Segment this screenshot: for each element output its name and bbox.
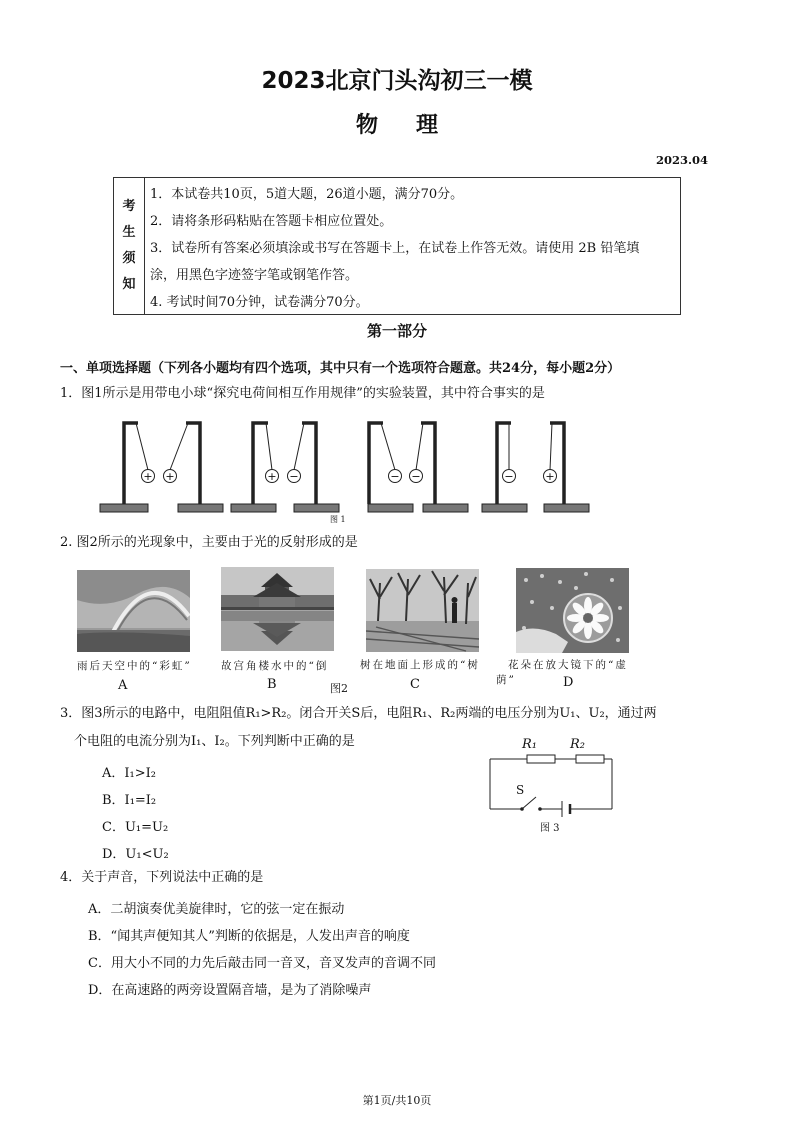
notice-heading-char: 须 [122, 251, 136, 266]
stand-base [544, 504, 589, 512]
thread [266, 423, 272, 470]
r1-label: R₁ [522, 737, 537, 752]
q3-stem-line2: 个电阻的电流分别为I₁、I₂。下列判断中正确的是 [74, 734, 355, 749]
switch-s [522, 797, 536, 809]
photo-caption: 荫” [496, 674, 516, 686]
q1-stem: 1．图1所示是用带电小球“探究电荷间相互作用规律”的实验装置，其中符合事实的是 [60, 386, 545, 401]
q4-option: B．“闻其声便知其人”判断的依据是，人发出声音的响度 [88, 929, 410, 944]
resistor-r2 [576, 755, 604, 763]
exam-date: 2023.04 [655, 153, 708, 167]
stand-base [423, 504, 468, 512]
charge-sign: − [289, 470, 299, 483]
rainbow-photo [77, 570, 190, 652]
resistor-r1 [527, 755, 555, 763]
stand-base [178, 504, 223, 512]
q4-stem: 4．关于声音，下列说法中正确的是 [60, 870, 264, 885]
q3-option: A．I₁>I₂ [102, 766, 156, 781]
q4-option: A．二胡演奏优美旋律时，它的弦一定在振动 [88, 902, 345, 917]
photo-caption: 花朵在放大镜下的“虚 [508, 659, 628, 671]
charge-sign: − [390, 470, 400, 483]
stand-pole [124, 423, 138, 504]
stand-base [231, 504, 276, 512]
q3-option: D．U₁<U₂ [102, 847, 169, 862]
notice-items [150, 181, 674, 316]
notice-item: 涂，用黑色字迹签字笔或钢笔作答。 [150, 268, 359, 283]
stand-base [100, 504, 148, 512]
thread [294, 423, 304, 470]
notice-item: 2．请将条形码粘贴在答题卡相应位置处。 [150, 214, 393, 229]
exam-title: 2023北京门头沟初三一模 [261, 68, 533, 94]
notice-heading [114, 178, 145, 314]
option-letter: B [267, 677, 277, 692]
notice-heading-char: 知 [122, 277, 136, 292]
thread [381, 423, 395, 470]
photo-caption: 故宫角楼水中的“倒 [221, 660, 329, 672]
q3-circuit-diagram [484, 734, 618, 834]
q1-figure [98, 415, 598, 527]
q4-option: C．用大小不同的力先后敲击同一音叉，音叉发声的音调不同 [88, 956, 436, 971]
photo-caption: 树在地面上形成的“树 [360, 659, 480, 671]
charge-sign: − [411, 470, 421, 483]
stand-pole [302, 423, 316, 504]
notice-heading-char: 生 [122, 225, 136, 240]
page-footer: 第1页/共10页 [362, 1094, 432, 1107]
option-letter: D [563, 675, 574, 690]
charge-sign: + [267, 470, 277, 483]
switch-label: S [516, 783, 525, 797]
notice-item: 1．本试卷共10页，5道大题，26道小题，满分70分。 [150, 187, 464, 202]
stand-pole [186, 423, 200, 504]
magnifier-flower-photo [516, 568, 629, 653]
stand-pole [369, 423, 383, 504]
stand-pole [253, 423, 268, 504]
stand-pole [421, 423, 435, 504]
candidate-notice-box [113, 177, 681, 315]
q2-stem: 2. 图2所示的光现象中，主要由于光的反射形成的是 [60, 535, 358, 550]
notice-item: 3．试卷所有答案必须填涂或书写在答题卡上，在试卷上作答无效。请使用 2B 铅笔填 [150, 241, 640, 256]
part-title: 第一部分 [366, 322, 427, 340]
stand-pole [550, 423, 564, 504]
figure-label: 图 1 [330, 515, 346, 524]
tree-shade-photo [366, 569, 479, 652]
subject-title: 物理 [355, 113, 476, 138]
notice-heading-char: 考 [122, 199, 136, 214]
thread [170, 423, 188, 470]
option-letter: A [118, 678, 128, 693]
charge-sign: + [165, 470, 175, 483]
q3-option: B．I₁=I₂ [102, 793, 157, 808]
thread [550, 423, 552, 470]
section-title: 一、单项选择题（下列各小题均有四个选项，其中只有一个选项符合题意。共24分，每小题2分） [60, 361, 621, 376]
photo-caption: 雨后天空中的“彩虹” [77, 660, 192, 672]
charge-sign: − [504, 470, 514, 483]
q4-option: D．在高速路的两旁设置隔音墙，是为了消除噪声 [88, 983, 372, 998]
tower-reflection-photo [221, 567, 334, 651]
charge-sign: + [143, 470, 153, 483]
figure-label: 图2 [330, 682, 348, 695]
thread [136, 423, 148, 470]
option-letter: C [410, 677, 420, 692]
stand-base [294, 504, 339, 512]
stand-base [482, 504, 527, 512]
figure-label: 图 3 [540, 823, 560, 834]
stand-base [368, 504, 413, 512]
q3-option: C．U₁=U₂ [102, 820, 169, 835]
notice-item: 4. 考试时间70分钟，试卷满分70分。 [150, 295, 369, 310]
r2-label: R₂ [570, 737, 585, 752]
q3-stem-line1: 3．图3所示的电路中，电阻阻值R₁>R₂。闭合开关S后，电阻R₁、R₂两端的电压分别为U₁、U₂，通过两 [60, 706, 657, 721]
thread [416, 423, 423, 470]
charge-sign: + [545, 470, 555, 483]
